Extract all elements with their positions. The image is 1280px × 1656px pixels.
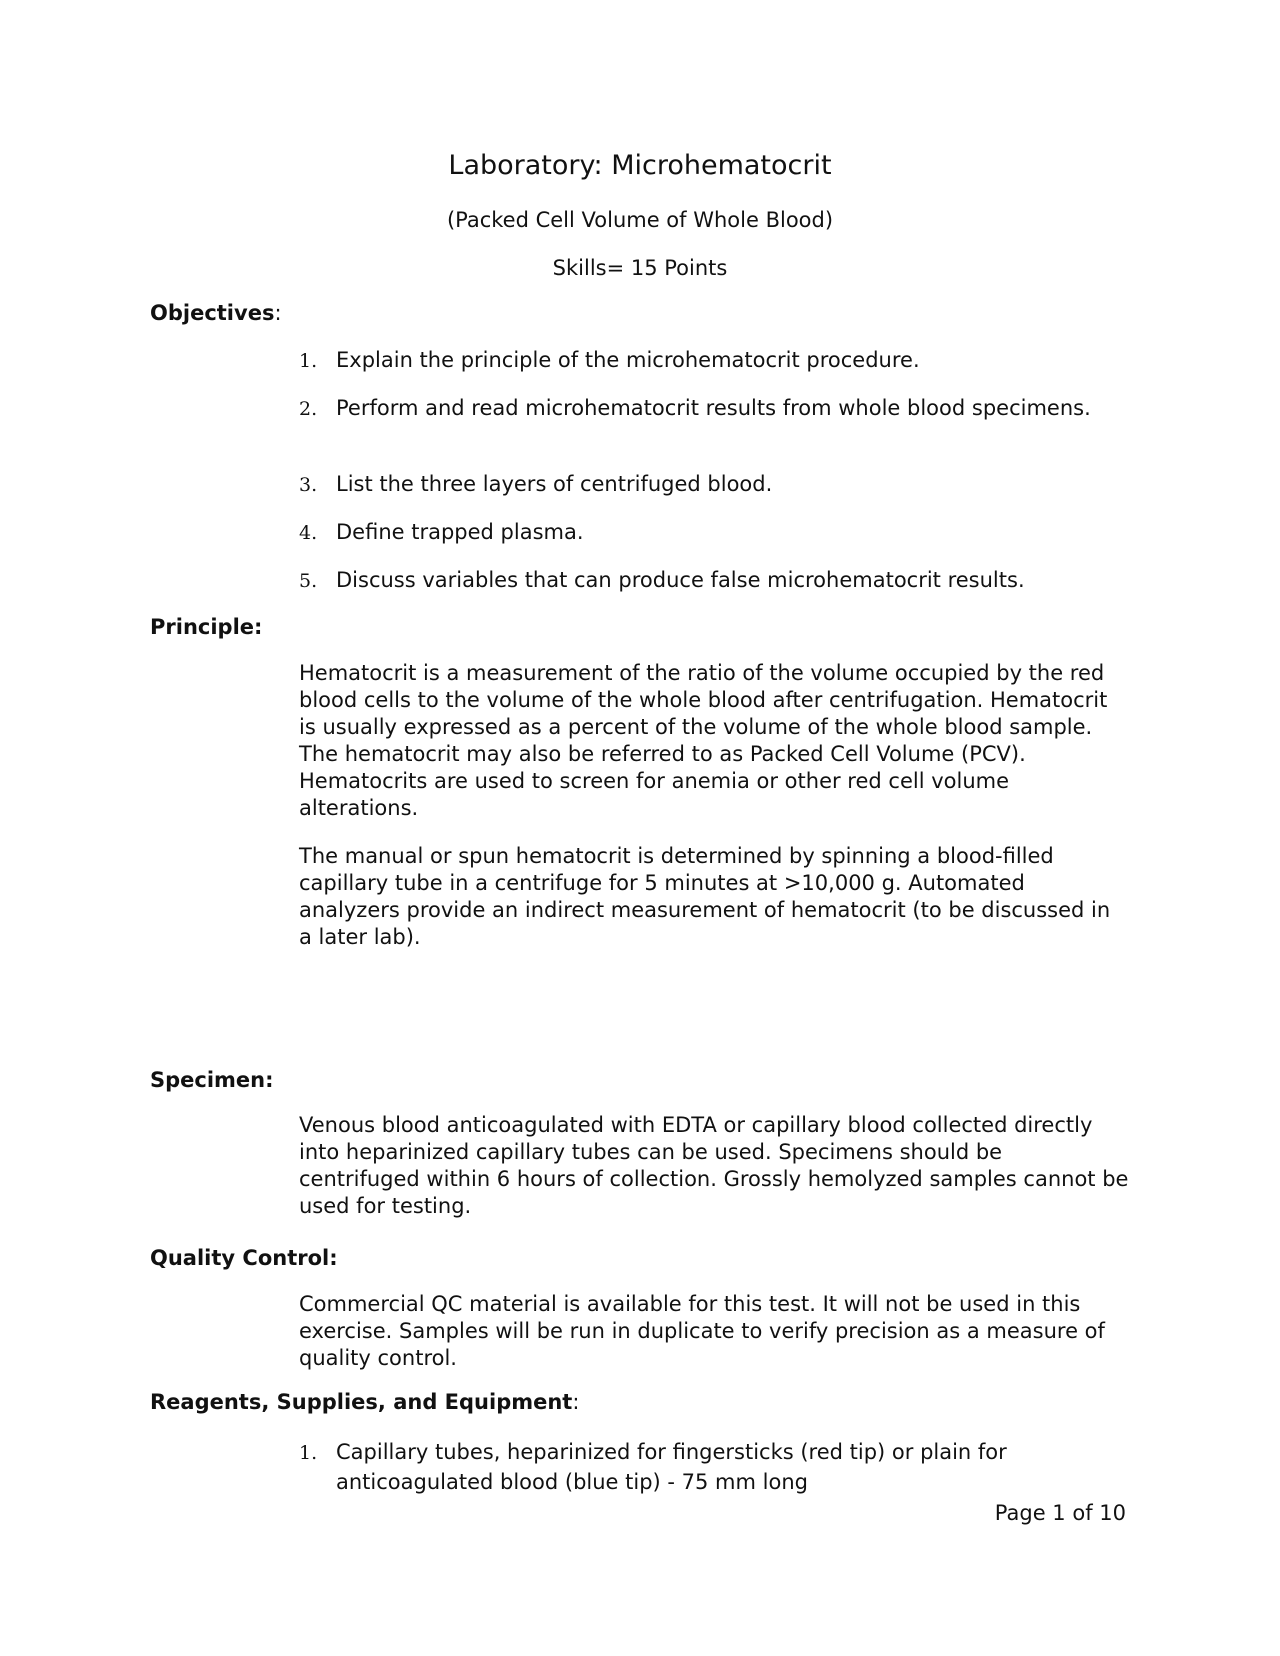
reagents-heading (150, 1389, 579, 1415)
document-subtitle: (Packed Cell Volume of Whole Blood) (446, 208, 834, 232)
specimen-paragraph: Venous blood anticoagulated with EDTA or capillary blood collected directly into heparinized capillary tubes can be used. Specimens should be centrifuged within 6 hours of collection. Grossly hemolyzed samples cannot be used for testing. (299, 1113, 1129, 1218)
principle-heading: Principle: (150, 615, 263, 639)
objective-item-number: 2. (299, 398, 318, 420)
objectives-heading-colon: : (274, 301, 282, 325)
objective-item (299, 567, 1099, 594)
objective-item-number: 3. (299, 474, 318, 496)
objective-item-text: Define trapped plasma. (336, 520, 584, 544)
objectives-heading-text: Objectives (150, 301, 275, 325)
objective-item (299, 347, 1099, 374)
quality-control-heading: Quality Control: (150, 1246, 338, 1270)
reagent-item-text: Capillary tubes, heparinized for fingersticks (red tip) or plain for anticoagulated blood (blue tip) - 75 mm long (336, 1440, 1007, 1494)
objective-item-text: Perform and read microhematocrit results from whole blood specimens. (336, 396, 1091, 420)
page-number: Page 1 of 10 (994, 1501, 1126, 1525)
principle-paragraph: Hematocrit is a measurement of the ratio of the volume occupied by the red blood cells to the volume of the whole blood after centrifugation. Hematocrit is usually expressed as a percent of the volume of the whole blood sample. The hematocrit may also be referred to as Packed Cell Volume (PCV). Hematocrits are used to screen for anemia or other red cell volume alterations. (299, 661, 1108, 820)
reagents-heading-colon: : (572, 1390, 580, 1414)
objective-item (299, 395, 1099, 422)
skills-points: Skills= 15 Points (552, 256, 728, 280)
quality-control-paragraph: Commercial QC material is available for this test. It will not be used in this exercise. Samples will be run in duplicate to verify precision as a measure of quality control. (299, 1292, 1105, 1370)
reagents-heading-text: Reagents, Supplies, and Equipment (150, 1390, 573, 1414)
objective-item-text: Discuss variables that can produce false microhematocrit results. (336, 568, 1025, 592)
objective-item-text: List the three layers of centrifuged blood. (336, 472, 773, 496)
document-title: Laboratory: Microhematocrit (448, 150, 832, 181)
objective-item-number: 5. (299, 570, 318, 592)
reagent-item-number: 1. (299, 1442, 318, 1464)
principle-paragraph: The manual or spun hematocrit is determined by spinning a blood-filled capillary tube in a centrifuge for 5 minutes at >10,000 g. Automated analyzers provide an indirect measurement of hematocrit (to be discussed in a later lab). (299, 844, 1111, 949)
objective-item (299, 519, 1099, 546)
objective-item-text: Explain the principle of the microhematocrit procedure. (336, 348, 920, 372)
objective-item-number: 4. (299, 522, 318, 544)
objective-item (299, 471, 1099, 498)
reagent-item (299, 1437, 1099, 1497)
objective-item-number: 1. (299, 350, 318, 372)
objectives-heading (150, 300, 282, 326)
specimen-heading: Specimen: (150, 1068, 274, 1092)
